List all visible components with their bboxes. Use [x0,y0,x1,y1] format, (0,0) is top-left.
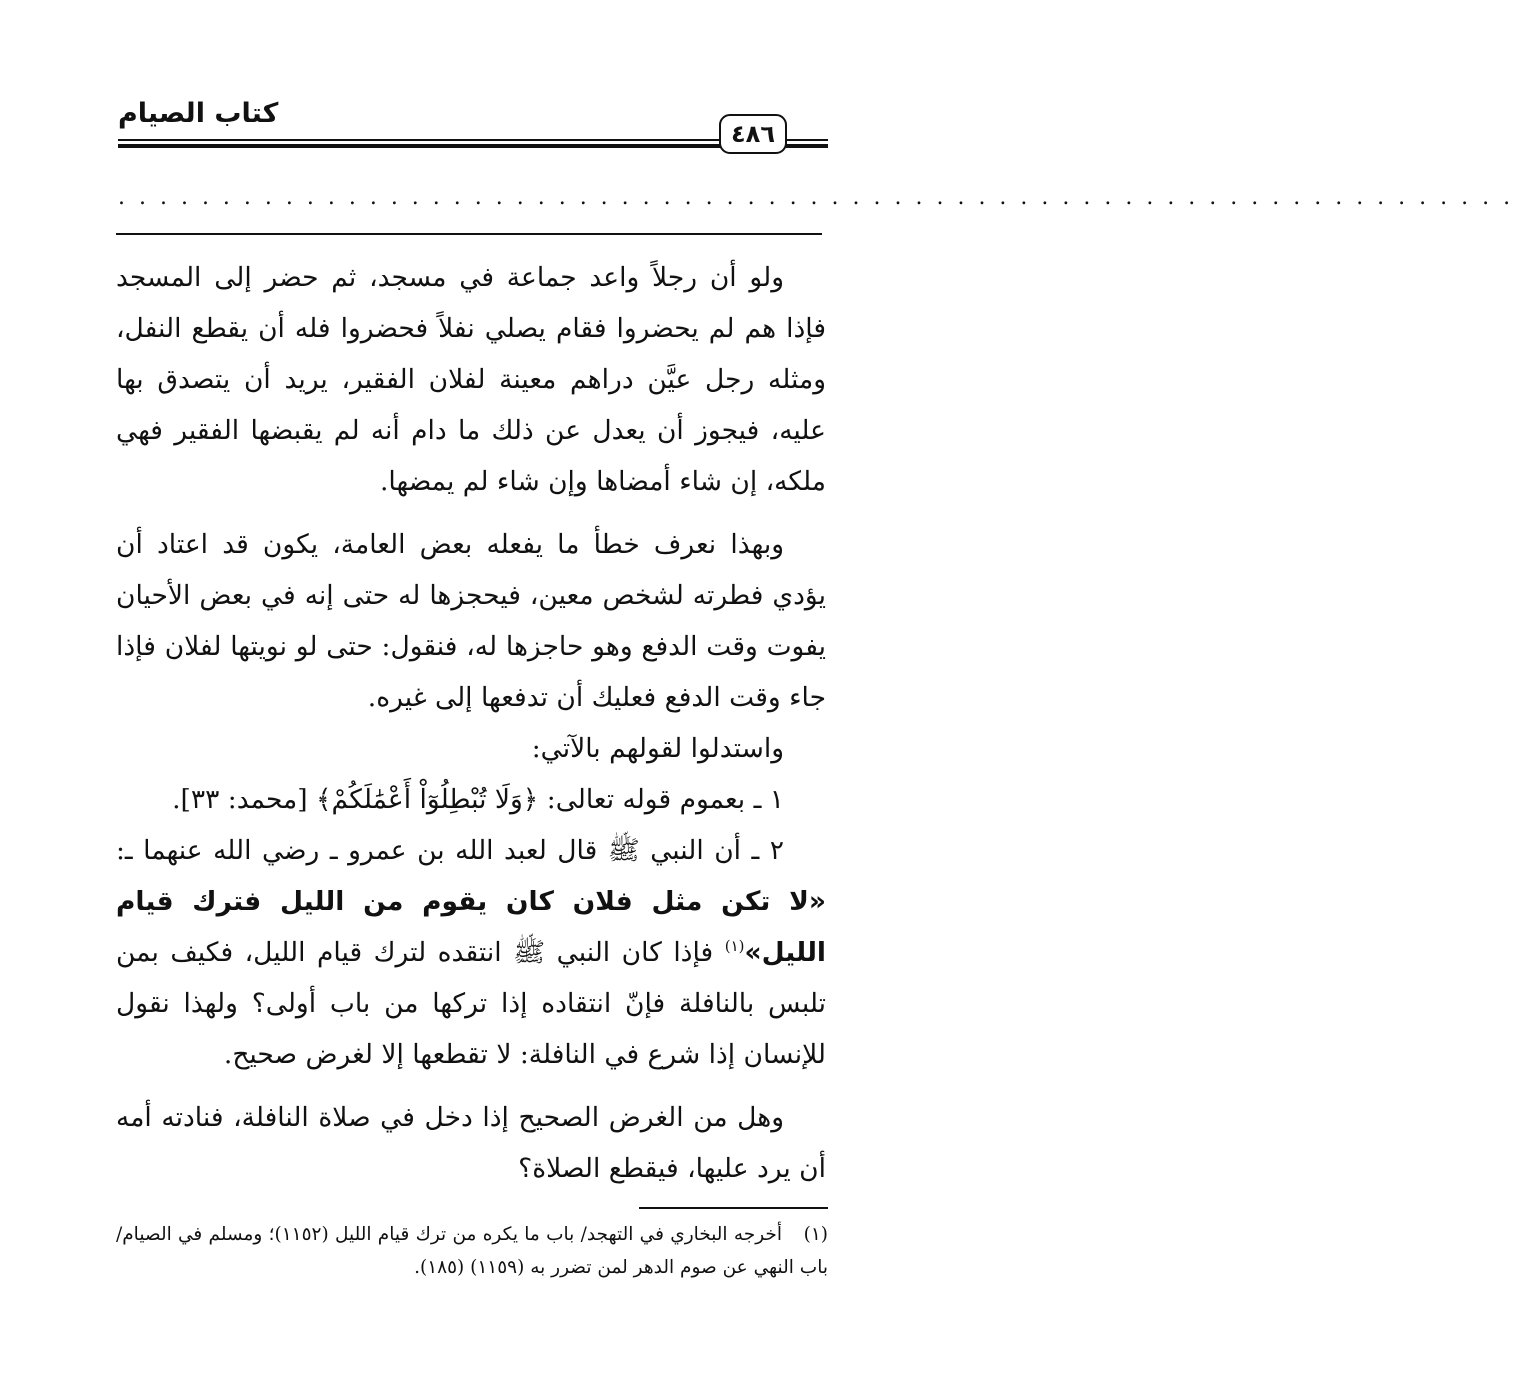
footnote-number: (١) [803,1224,828,1245]
page-number-box [719,114,787,154]
paragraph-4 [116,774,826,825]
header-rule-thin [118,139,721,141]
paragraph-3: واستدلوا لقولهم بالآتي: [531,733,784,764]
hadith-quote: «لا تكن مثل فلان كان يقوم من الليل فترك قيام الليل» [116,886,826,968]
footnote-text: أخرجه البخاري في التهجد/ باب ما يكره من ترك قيام الليل (١١٥٢)؛ ومسلم في الصيام/ باب النهي عن صوم الدهر لمن تضرر به (١١٥٩) (١٨٥). [116,1224,828,1278]
header-rule-thick [118,144,721,148]
section-rule [116,233,822,235]
paragraph-5 [116,825,826,1080]
dotted-separator: . . . . . . . . . . . . . . . . . . . . . . . . . . . . . . . . . . . . . . . . . . . . . . . . . . . . . . . . . . . . . . . . . . . [118,185,1514,210]
header-rule-thick-right [786,144,828,148]
page-number: ٤٨٦ [731,120,775,148]
paragraph-1: ولو أن رجلاً واعد جماعة في مسجد، ثم حضر إلى المسجد فإذا هم لم يحضروا فقام يصلي نفلاً فحضروا فله أن يقطع النفل، ومثله رجل عيَّن دراهم معينة لفلان الفقير، يريد أن يتصدق بها عليه، فيجوز أن يعدل عن ذلك ما دام أنه لم يقبضها الفقير فهي ملكه، إن شاء أمضاها وإن شاء لم يمضها. [116,262,826,497]
evidence-2-rest: فإذا كان النبي ﷺ انتقده لترك قيام الليل، فكيف بمن تلبس بالنافلة فإنّ انتقاده إذا تركها من باب أولى؟ ولهذا نقول للإنسان إذا شرع في النافلة: لا تقطعها إلا لغرض صحيح. [116,937,826,1070]
verse-reference: [محمد: ٣٣]. [172,784,308,815]
footnote-rule [639,1207,828,1209]
footnote-marker: (١) [724,937,745,956]
evidence-2-prefix: ٢ ـ أن النبي ﷺ قال لعبد الله بن عمرو ـ رضي الله عنهما ـ: [116,835,784,866]
footnote [116,1218,828,1284]
book-title: كتاب الصيام [118,98,279,129]
quran-verse: ﴿وَلَا تُبْطِلُوٓاْ أَعْمَٰلَكُمْ﴾ [316,784,539,815]
body-text [116,252,826,1194]
paragraph-6: وهل من الغرض الصحيح إذا دخل في صلاة النافلة، فنادته أمه أن يرد عليها، فيقطع الصلاة؟ [116,1102,826,1184]
evidence-1-prefix: ١ ـ بعموم قوله تعالى: [546,784,784,815]
header-rule-thin-right [786,139,828,141]
paragraph-2: وبهذا نعرف خطأ ما يفعله بعض العامة، يكون قد اعتاد أن يؤدي فطرته لشخص معين، فيحجزها له حتى إنه في بعض الأحيان يفوت وقت الدفع وهو حاجزها له، فنقول: حتى لو نويتها لفلان فإذا جاء وقت الدفع فعليك أن تدفعها إلى غيره. [116,529,826,713]
